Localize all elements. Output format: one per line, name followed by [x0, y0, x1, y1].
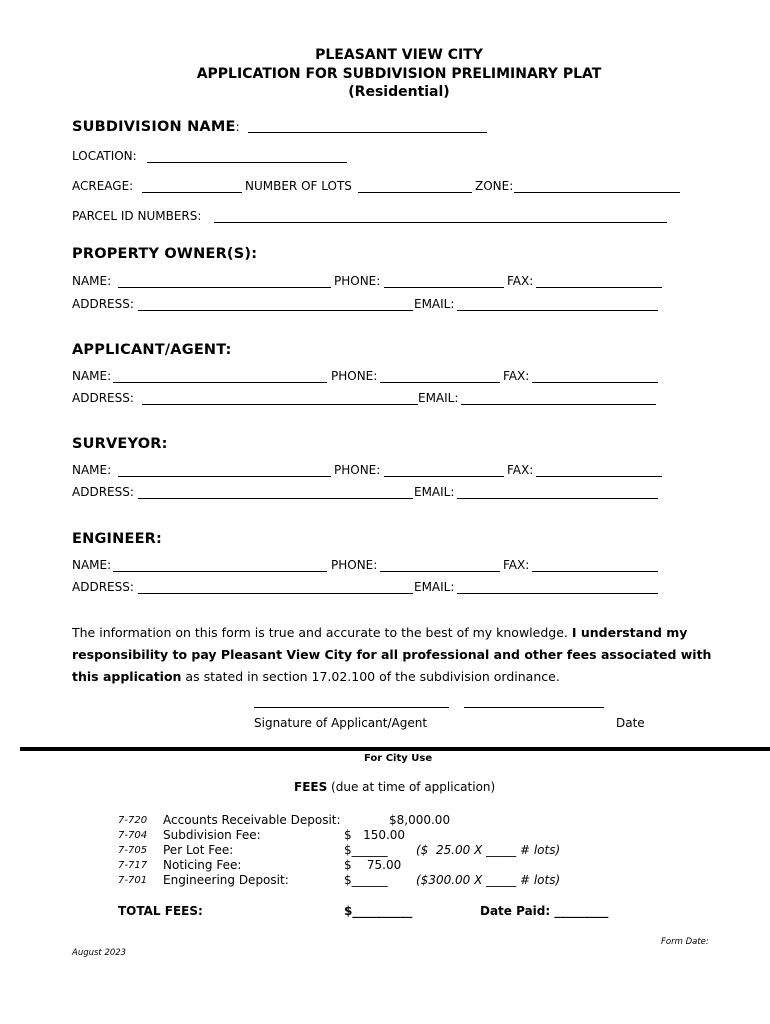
- engineer-name-label: NAME:: [72, 558, 112, 572]
- city-use-heading: For City Use: [364, 753, 433, 764]
- owner-fax-field[interactable]: [536, 287, 662, 288]
- subdivision-name-field[interactable]: [248, 132, 487, 133]
- fee-label: Subdivision Fee:: [163, 828, 261, 842]
- owner-phone-label: PHONE:: [334, 274, 381, 288]
- signature-date-label: Date: [616, 716, 645, 730]
- certification-paragraph: The information on this form is true and accurate to the best of my knowledge. I understand my responsibility to pay Pleasant View City for all professional and other fees associated with this application as stated in section 17.02.100 of the subdivision ordinance.: [72, 625, 712, 684]
- location-field[interactable]: [147, 162, 347, 163]
- surveyor-email-field[interactable]: [457, 498, 658, 499]
- zone-label: ZONE:: [475, 179, 514, 193]
- total-fees-label: TOTAL FEES:: [118, 904, 203, 918]
- owner-email-label: EMAIL:: [414, 297, 455, 311]
- acreage-field[interactable]: [142, 192, 242, 193]
- signature-date-field[interactable]: [464, 707, 604, 708]
- parcel-label: PARCEL ID NUMBERS:: [72, 209, 202, 223]
- fee-label: Engineering Deposit:: [163, 873, 289, 887]
- applicant-name-field[interactable]: [113, 382, 327, 383]
- surveyor-fax-field[interactable]: [536, 476, 662, 477]
- applicant-name-label: NAME:: [72, 369, 112, 383]
- form-title-type: (Residential): [348, 84, 450, 100]
- fees-heading: FEES (due at time of application): [294, 780, 496, 794]
- parcel-field[interactable]: [214, 222, 667, 223]
- engineer-phone-label: PHONE:: [331, 558, 378, 572]
- owner-name-label: NAME:: [72, 274, 112, 288]
- location-label: LOCATION:: [72, 149, 137, 163]
- fee-code: 7-704: [118, 830, 148, 841]
- fee-label: Per Lot Fee:: [163, 843, 234, 857]
- engineer-phone-field[interactable]: [380, 571, 500, 572]
- subdivision-name-label: SUBDIVISION NAME:: [72, 119, 240, 135]
- owner-phone-field[interactable]: [384, 287, 504, 288]
- zone-field[interactable]: [514, 192, 680, 193]
- fee-amount[interactable]: $______: [344, 843, 388, 857]
- owner-email-field[interactable]: [457, 310, 658, 311]
- fee-code: 7-705: [118, 845, 148, 856]
- date-paid-field[interactable]: Date Paid: _________: [480, 904, 609, 918]
- fee-note: ($ 25.00 X _____ # lots): [416, 843, 561, 857]
- signature-field[interactable]: [254, 707, 449, 708]
- applicant-email-label: EMAIL:: [418, 391, 459, 405]
- engineer-fax-label: FAX:: [503, 558, 530, 572]
- total-fees-field[interactable]: $__________: [344, 904, 413, 918]
- applicant-address-field[interactable]: [142, 404, 418, 405]
- applicant-address-label: ADDRESS:: [72, 391, 134, 405]
- surveyor-phone-label: PHONE:: [334, 463, 381, 477]
- engineer-section-title: ENGINEER:: [72, 531, 163, 547]
- form-title-city: PLEASANT VIEW CITY: [315, 47, 483, 63]
- surveyor-fax-label: FAX:: [507, 463, 534, 477]
- owner-fax-label: FAX:: [507, 274, 534, 288]
- form-title-application: APPLICATION FOR SUBDIVISION PRELIMINARY PLAT: [196, 66, 602, 82]
- applicant-email-field[interactable]: [461, 404, 656, 405]
- fee-code: 7-720: [118, 815, 148, 826]
- fee-code: 7-717: [118, 860, 148, 871]
- city-use-divider: [20, 747, 770, 751]
- fee-amount[interactable]: $______: [344, 873, 388, 887]
- lots-label: NUMBER OF LOTS: [245, 179, 352, 193]
- engineer-address-label: ADDRESS:: [72, 580, 134, 594]
- engineer-address-field[interactable]: [138, 593, 413, 594]
- surveyor-address-label: ADDRESS:: [72, 485, 134, 499]
- owner-address-label: ADDRESS:: [72, 297, 134, 311]
- engineer-email-label: EMAIL:: [414, 580, 455, 594]
- fee-label: Accounts Receivable Deposit:: [163, 813, 341, 827]
- surveyor-name-field[interactable]: [118, 476, 331, 477]
- surveyor-address-field[interactable]: [138, 498, 413, 499]
- owner-address-field[interactable]: [138, 310, 413, 311]
- fee-label: Noticing Fee:: [163, 858, 242, 872]
- engineer-fax-field[interactable]: [532, 571, 658, 572]
- engineer-email-field[interactable]: [457, 593, 658, 594]
- acreage-label: ACREAGE:: [72, 179, 134, 193]
- applicant-phone-field[interactable]: [380, 382, 500, 383]
- fee-note: ($300.00 X _____ # lots): [416, 873, 561, 887]
- applicant-fax-field[interactable]: [532, 382, 658, 383]
- surveyor-email-label: EMAIL:: [414, 485, 455, 499]
- applicant-fax-label: FAX:: [503, 369, 530, 383]
- engineer-name-field[interactable]: [113, 571, 327, 572]
- fee-amount: $8,000.00: [389, 813, 451, 827]
- fee-code: 7-701: [118, 875, 148, 886]
- surveyor-name-label: NAME:: [72, 463, 112, 477]
- applicant-section-title: APPLICANT/AGENT:: [72, 342, 232, 358]
- owner-name-field[interactable]: [118, 287, 331, 288]
- owner-section-title: PROPERTY OWNER(S):: [72, 246, 258, 262]
- surveyor-phone-field[interactable]: [384, 476, 504, 477]
- signature-label: Signature of Applicant/Agent: [254, 716, 428, 730]
- applicant-phone-label: PHONE:: [331, 369, 378, 383]
- form-date-label: Form Date:: [661, 937, 709, 947]
- surveyor-section-title: SURVEYOR:: [72, 436, 168, 452]
- fee-amount: $ 150.00: [344, 828, 406, 842]
- lots-field[interactable]: [358, 192, 472, 193]
- revision-date: August 2023: [72, 948, 127, 958]
- fee-amount: $ 75.00: [344, 858, 402, 872]
